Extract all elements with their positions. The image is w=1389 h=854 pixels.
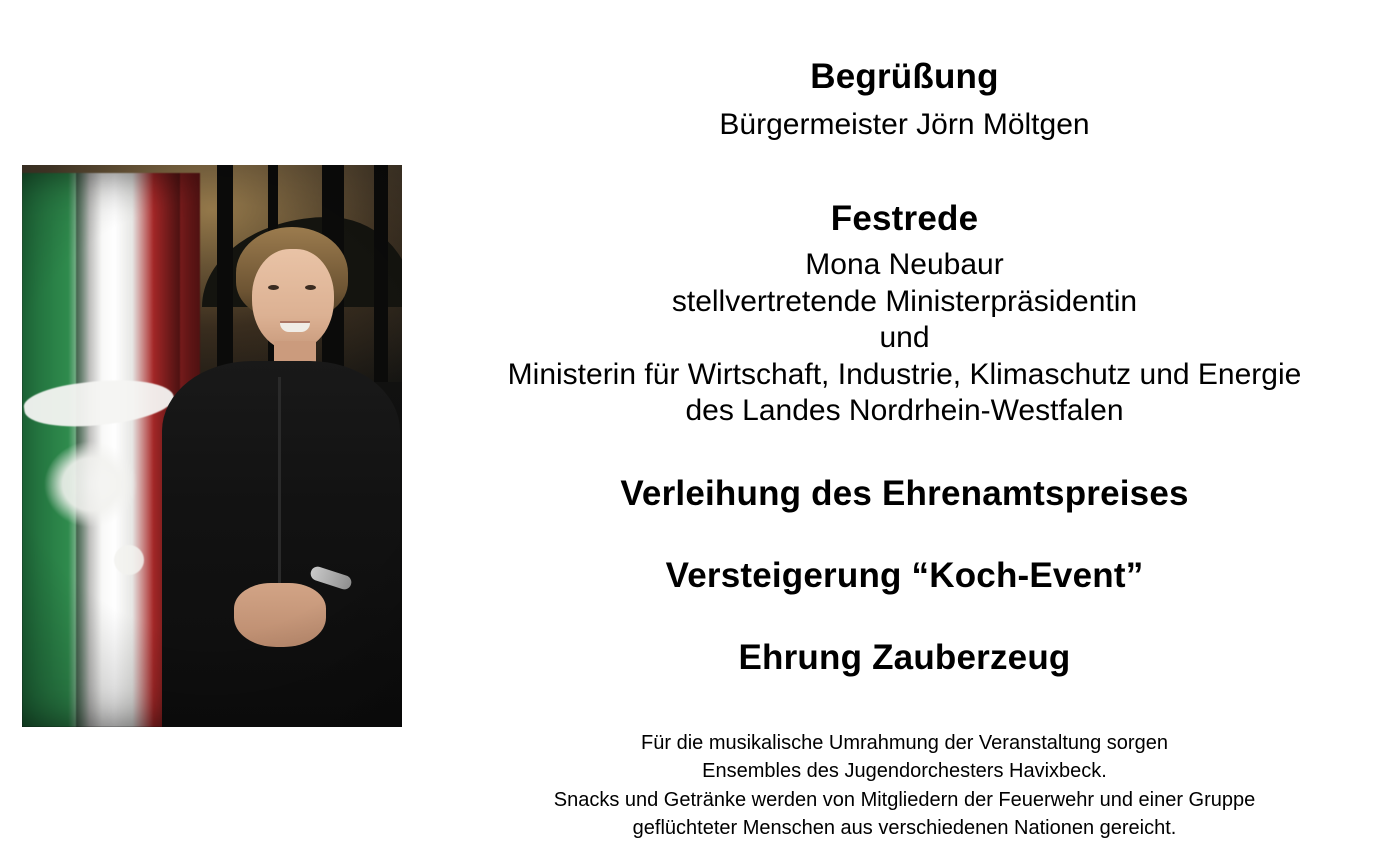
person-eye-right — [305, 285, 316, 290]
footnote — [420, 729, 1389, 843]
person-face — [252, 249, 334, 351]
programme-content — [420, 0, 1389, 854]
flag-horse-emblem — [44, 441, 148, 537]
footnote-line-4: geflüchteter Menschen aus verschiedenen Nationen gereicht. — [632, 817, 1177, 840]
portrait-background — [22, 165, 402, 727]
programme-line-festrede-name: Mona Neubaur — [805, 248, 1004, 281]
programme-heading-verleihung: Verleihung des Ehrenamtspreises — [620, 474, 1189, 513]
person-shirt-placket — [278, 377, 281, 617]
portrait-image — [22, 165, 402, 727]
programme-line-festrede-role1: stellvertretende Ministerpräsidentin — [671, 284, 1138, 318]
background-tree — [374, 165, 388, 405]
person-eye-left — [268, 285, 279, 290]
programme-heading-ehrung: Ehrung Zauberzeug — [738, 638, 1071, 677]
programme-heading-festrede: Festrede — [830, 199, 979, 238]
person-mouth — [280, 323, 310, 332]
programme-heading-versteigerung: Versteigerung “Koch-Event” — [665, 556, 1144, 595]
footnote-line-1: Für die musikalische Umrahmung der Veranstaltung sorgen — [641, 732, 1168, 754]
person-hands — [234, 583, 326, 647]
footnote-line-2: Ensembles des Jugendorchesters Havixbeck. — [702, 760, 1107, 783]
footnote-line-3: Snacks und Getränke werden von Mitgliedern der Feuerwehr und einer Gruppe — [553, 788, 1256, 811]
programme-line-festrede-state: des Landes Nordrhein-Westfalen — [685, 394, 1124, 428]
programme-body-festrede — [410, 247, 1389, 430]
programme-line-festrede-conjunction: und — [879, 321, 930, 355]
programme-heading-begruessung: Begrüßung — [810, 57, 999, 96]
programme-line-begruessung-speaker: Bürgermeister Jörn Möltgen — [719, 108, 1090, 141]
person-body — [162, 361, 400, 727]
programme-line-festrede-role2: Ministerin für Wirtschaft, Industrie, Klimaschutz und Energie — [507, 357, 1302, 391]
flag-rose-emblem — [114, 545, 144, 575]
